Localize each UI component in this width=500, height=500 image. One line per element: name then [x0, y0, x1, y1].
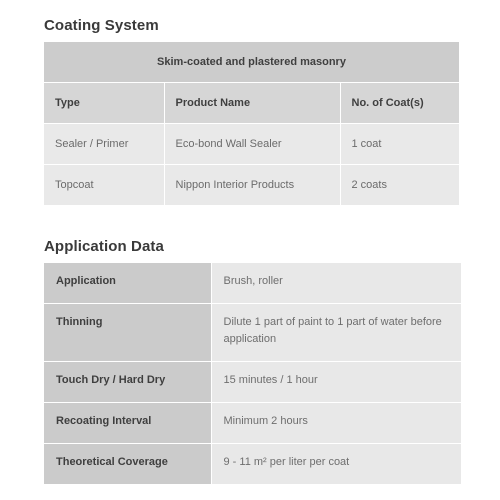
table-row: [44, 362, 461, 403]
cell-coats: 1 coat: [340, 124, 459, 165]
row-value-application: Brush, roller: [211, 263, 461, 304]
cell-product-name: Eco-bond Wall Sealer: [164, 124, 340, 165]
coating-caption-row: [44, 42, 459, 83]
column-header-coats: No. of Coat(s): [340, 83, 459, 124]
cell-type: Sealer / Primer: [44, 124, 164, 165]
application-data-table: [44, 263, 461, 485]
row-label-theoretical-coverage: Theoretical Coverage: [44, 444, 211, 485]
table-row: [44, 444, 461, 485]
coating-system-title: Coating System: [44, 17, 159, 34]
table-row: [44, 403, 461, 444]
column-header-product-name: Product Name: [164, 83, 340, 124]
cell-coats: 2 coats: [340, 165, 459, 206]
row-label-application: Application: [44, 263, 211, 304]
row-value-thinning: Dilute 1 part of paint to 1 part of water before application: [211, 304, 461, 362]
row-label-thinning: Thinning: [44, 304, 211, 362]
row-label-dry-time: Touch Dry / Hard Dry: [44, 362, 211, 403]
cell-product-name: Nippon Interior Products: [164, 165, 340, 206]
row-label-recoating-interval: Recoating Interval: [44, 403, 211, 444]
coating-header-row: [44, 83, 459, 124]
cell-type: Topcoat: [44, 165, 164, 206]
coating-caption: Skim-coated and plastered masonry: [44, 42, 459, 83]
table-row: [44, 304, 461, 362]
row-value-theoretical-coverage: 9 - 11 m² per liter per coat: [211, 444, 461, 485]
table-row: [44, 165, 459, 206]
column-header-type: Type: [44, 83, 164, 124]
table-row: [44, 124, 459, 165]
coating-system-table: [44, 42, 459, 206]
row-value-dry-time: 15 minutes / 1 hour: [211, 362, 461, 403]
row-value-recoating-interval: Minimum 2 hours: [211, 403, 461, 444]
application-data-title: Application Data: [44, 238, 164, 255]
table-row: [44, 263, 461, 304]
